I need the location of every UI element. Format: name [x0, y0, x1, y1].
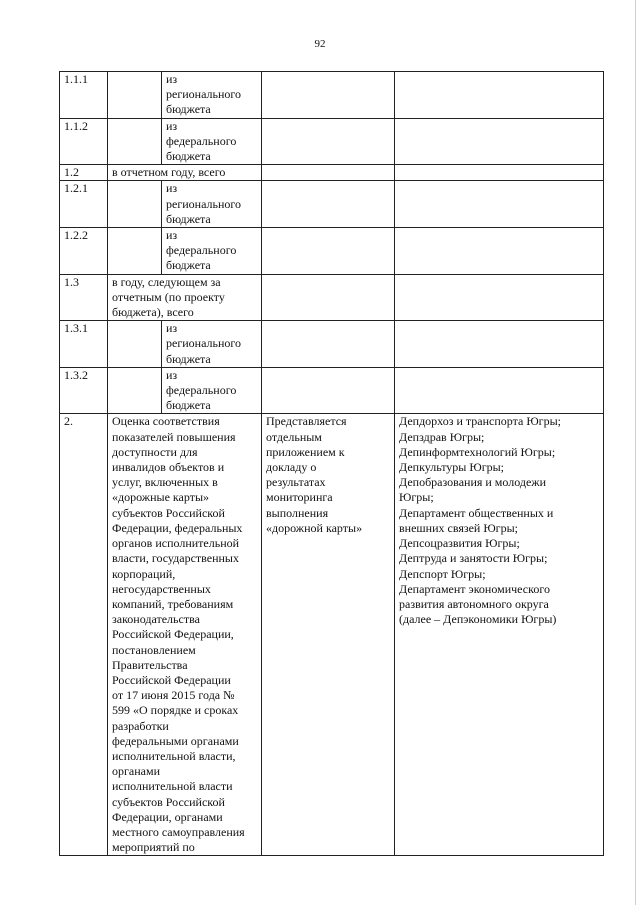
table-row-1-3	[60, 274, 604, 321]
table-row-1-1-1	[60, 72, 604, 119]
empty-cell	[262, 321, 395, 368]
text-line: внешних связей Югры;	[399, 520, 518, 535]
text-line: местного самоуправления	[112, 824, 245, 839]
text-line: Оценка соответствия	[112, 414, 220, 429]
row-number: 1.3.2	[60, 367, 108, 414]
text-line: субъектов Российской	[112, 505, 225, 520]
responsible-agencies-cell	[395, 414, 604, 856]
text-line: бюджета	[166, 102, 211, 117]
empty-cell	[262, 72, 395, 119]
text-line: Правительства	[112, 657, 188, 672]
text-line: Федерации, органами	[112, 809, 223, 824]
text-line: Депкультуры Югры;	[399, 460, 505, 475]
text-line: 599 «О порядке и сроках	[112, 703, 239, 718]
text-line: корпораций,	[112, 566, 176, 581]
text-line: Федерации, федеральных	[112, 520, 243, 535]
empty-cell	[262, 228, 395, 275]
text-line: федерального	[166, 133, 237, 148]
table-row-1-2-2	[60, 228, 604, 275]
text-line: приложением к	[266, 444, 345, 459]
budget-source-cell	[162, 72, 262, 119]
text-line: бюджета), всего	[112, 305, 194, 320]
text-line: Департамент экономического	[399, 581, 550, 596]
budget-source-cell	[162, 367, 262, 414]
text-line: доступности для	[112, 444, 198, 459]
text-line: Депобразования и молодежи	[399, 475, 547, 490]
row-number: 1.1.1	[60, 72, 108, 119]
text-line: Российской Федерации	[112, 672, 231, 687]
indicator-description-cell	[108, 414, 262, 856]
text-line: Представляется	[266, 414, 347, 429]
empty-cell	[395, 181, 604, 228]
empty-cell	[395, 118, 604, 165]
text-line: федерального	[166, 383, 237, 398]
text-line: Департамент общественных и	[399, 505, 554, 520]
text-line: из	[166, 367, 178, 382]
budget-source-cell	[162, 118, 262, 165]
text-line: мероприятий по	[112, 840, 195, 855]
text-line: «дорожной карты»	[266, 520, 363, 535]
text-line: субъектов Российской	[112, 794, 225, 809]
page-edge-line	[635, 0, 636, 905]
text-line: органов исполнительной	[112, 536, 240, 551]
text-line: Депздрав Югры;	[399, 429, 485, 444]
text-line: разработки	[112, 718, 169, 733]
table-row-2	[60, 414, 604, 856]
row-number: 2.	[60, 414, 108, 856]
empty-cell	[108, 72, 162, 119]
text-line: отдельным	[266, 429, 322, 444]
submission-format-cell	[262, 414, 395, 856]
text-line: бюджета	[166, 351, 211, 366]
empty-cell	[395, 274, 604, 321]
text-line: мониторинга	[266, 490, 333, 505]
text-line: развития автономного округа	[399, 596, 549, 611]
text-line: из	[166, 72, 178, 86]
text-line: из	[166, 181, 178, 196]
text-line: законодательства	[112, 612, 200, 627]
empty-cell	[108, 367, 162, 414]
budget-source-cell	[162, 321, 262, 368]
text-line: регионального	[166, 196, 242, 211]
row-number: 1.3.1	[60, 321, 108, 368]
text-line: постановлением	[112, 642, 196, 657]
budget-source-cell	[162, 181, 262, 228]
text-line: «дорожные карты»	[112, 490, 210, 505]
text-line: в году, следующем за	[112, 274, 221, 289]
text-line: Югры;	[399, 490, 434, 505]
empty-cell	[395, 72, 604, 119]
text-line: результатах	[266, 475, 326, 490]
text-line: инвалидов объектов и	[112, 460, 225, 475]
empty-cell	[395, 367, 604, 414]
empty-cell	[108, 321, 162, 368]
text-line: регионального	[166, 87, 242, 102]
text-line: отчетным (по проекту	[112, 289, 225, 304]
empty-cell	[108, 228, 162, 275]
row-number: 1.3	[60, 274, 108, 321]
empty-cell	[108, 118, 162, 165]
text-line: власти, государственных	[112, 551, 239, 566]
text-line: из	[166, 118, 178, 133]
text-line: (далее – Депэкономики Югры)	[399, 612, 557, 627]
text-line: бюджета	[166, 258, 211, 273]
table-row-1-2-1	[60, 181, 604, 228]
text-line: исполнительной власти,	[112, 748, 236, 763]
indicator-label-cell	[108, 274, 262, 321]
table-row-1-1-2	[60, 118, 604, 165]
page-number: 92	[314, 38, 326, 50]
text-line: докладу о	[266, 460, 317, 475]
text-line: в отчетном году, всего	[112, 165, 226, 180]
empty-cell	[262, 367, 395, 414]
row-number: 1.2.1	[60, 181, 108, 228]
text-line: Депинформтехнологий Югры;	[399, 444, 556, 459]
text-line: из	[166, 321, 178, 336]
empty-cell	[262, 118, 395, 165]
text-line: Депспорт Югры;	[399, 566, 486, 581]
table-row-1-2	[60, 165, 604, 181]
text-line: негосударственных	[112, 581, 211, 596]
empty-cell	[395, 228, 604, 275]
text-line: федеральными органами	[112, 733, 239, 748]
text-line: Депсоцразвития Югры;	[399, 536, 520, 551]
budget-source-cell	[162, 228, 262, 275]
text-line: бюджета	[166, 211, 211, 226]
text-line: Российской Федерации,	[112, 627, 234, 642]
table-row-1-3-1	[60, 321, 604, 368]
empty-cell	[108, 181, 162, 228]
row-number: 1.2.2	[60, 228, 108, 275]
text-line: органами	[112, 764, 161, 779]
text-line: Дептруда и занятости Югры;	[399, 551, 548, 566]
text-line: выполнения	[266, 505, 329, 520]
row-number: 1.2	[60, 165, 108, 181]
text-line: бюджета	[166, 149, 211, 164]
empty-cell	[395, 321, 604, 368]
empty-cell	[262, 165, 395, 181]
text-line: из	[166, 228, 178, 243]
text-line: показателей повышения	[112, 429, 236, 444]
empty-cell	[395, 165, 604, 181]
indicator-label-cell	[108, 165, 262, 181]
text-line: исполнительной власти	[112, 779, 233, 794]
text-line: регионального	[166, 336, 242, 351]
text-line: бюджета	[166, 398, 211, 413]
text-line: услуг, включенных в	[112, 475, 218, 490]
text-line: федерального	[166, 243, 237, 258]
text-line: компаний, требованиям	[112, 596, 234, 611]
empty-cell	[262, 181, 395, 228]
report-table	[59, 71, 604, 856]
row-number: 1.1.2	[60, 118, 108, 165]
text-line: от 17 июня 2015 года №	[112, 688, 235, 703]
text-line: Депдорхоз и транспорта Югры;	[399, 414, 561, 429]
table-row-1-3-2	[60, 367, 604, 414]
empty-cell	[262, 274, 395, 321]
